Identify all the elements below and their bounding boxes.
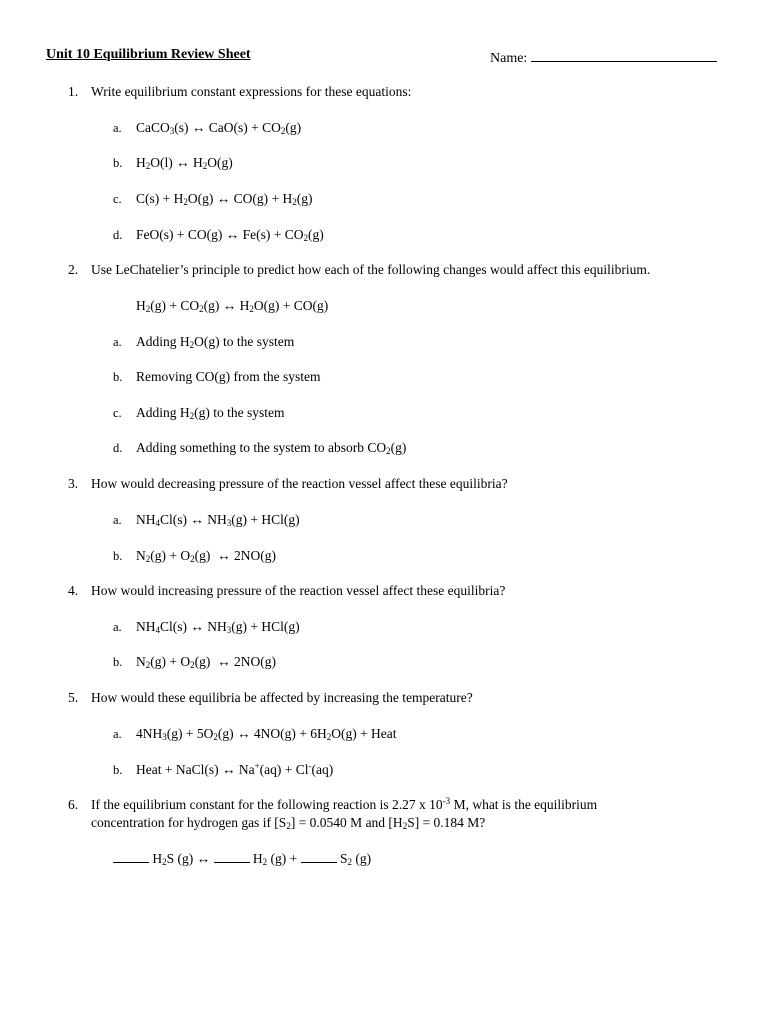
q5-b-letter: b. <box>113 763 123 777</box>
q2-a-letter: a. <box>113 335 122 349</box>
q2-c-text: Adding $H_2(g)$ to the system <box>136 405 285 421</box>
question-1-text: Write equilibrium constant expressions for these equations: <box>91 84 412 99</box>
q4-b-letter: b. <box>113 655 123 669</box>
coefficient-blank-s2 <box>301 850 337 863</box>
q2-d-text: Adding something to the system to absorb $CO_2(g)$ <box>136 440 407 456</box>
question-6-text-line-1: If the equilibrium constant for the following reaction is 2.27 x $10^{-3}$ M, what is the equilibrium <box>91 796 598 812</box>
name-blank-line <box>531 47 717 62</box>
name-field <box>490 47 717 67</box>
worksheet-header <box>46 47 722 67</box>
q3-a-letter: a. <box>113 513 122 527</box>
question-6-text-line-2: concentration for hydrogen gas if $[S_2] = 0.0540$ M and $[H_2S] = 0.184$ M? <box>91 815 486 831</box>
q2-b-letter: b. <box>113 370 123 384</box>
q6-balance-equation: $H_2S$ (g) ↔ $H_2$ $(g) + S_2$ (g) <box>113 850 371 868</box>
coefficient-blank-h2 <box>214 850 250 863</box>
q5-a-letter: a. <box>113 727 122 741</box>
q3-a-equation: $NH_4Cl(s)$ ↔ $NH_3(g) + HCl(g)$ <box>136 512 300 528</box>
question-1-number: 1. <box>68 84 79 99</box>
q2-b-text: Removing CO(g) from the system <box>136 369 321 384</box>
question-2-number: 2. <box>68 262 79 277</box>
question-2-text: Use LeChatelier’s principle to predict how each of the following changes would affect this equilibrium. <box>91 262 651 277</box>
question-5-text: How would these equilibria be affected by increasing the temperature? <box>91 690 473 705</box>
q1-a-equation: CaCO$_3$(s) ↔ $CaO(s) + CO_2(g)$ <box>136 120 302 136</box>
q1-b-letter: b. <box>113 156 123 170</box>
q1-d-letter: d. <box>113 228 123 242</box>
q1-c-equation: $C(s) + H_2O(g)$ ↔ $CO(g) + H_2(g)$ <box>136 191 313 207</box>
question-4-text: How would increasing pressure of the reaction vessel affect these equilibria? <box>91 583 506 598</box>
q4-b-equation: $N_2(g) + O_2(g)$ ↔ 2NO(g) <box>136 654 276 670</box>
q5-b-equation: Heat + NaCl(s) ↔ Na+(aq) + Cl-(aq) <box>136 761 334 777</box>
q1-b-equation: $H_2O(l)$ ↔ $H_2O(g)$ <box>136 155 233 171</box>
question-5-number: 5. <box>68 690 79 705</box>
question-4-number: 4. <box>68 583 79 598</box>
q2-c-letter: c. <box>113 406 122 420</box>
q1-d-equation: FeO(s) + CO(g) ↔ $Fe(s) + CO_2(g)$ <box>136 227 324 243</box>
name-label: Name: <box>490 51 528 66</box>
q5-a-equation: $4NH_3(g) + 5O_2(g)$ ↔ $4NO(g) + 6H_2O(g)$ + Heat <box>136 726 397 742</box>
q4-a-letter: a. <box>113 620 122 634</box>
page-title: Unit 10 Equilibrium Review Sheet <box>46 47 251 62</box>
question-3-text: How would decreasing pressure of the reaction vessel affect these equilibria? <box>91 476 508 491</box>
q2-d-letter: d. <box>113 441 123 455</box>
coefficient-blank-h2s <box>113 850 149 863</box>
q2-a-text: Adding $H_2O(g)$ to the system <box>136 334 295 350</box>
q1-a-letter: a. <box>113 121 122 135</box>
question-6-number: 6. <box>68 797 79 812</box>
q2-equation: $H_2(g) + CO_2(g)$ ↔ $H_2O(g) + CO(g)$ <box>136 298 329 314</box>
question-3-number: 3. <box>68 476 79 491</box>
q4-a-equation: $NH_4Cl(s)$ ↔ $NH_3(g) + HCl(g)$ <box>136 619 300 635</box>
q3-b-equation: $N_2(g) + O_2(g)$ ↔ 2NO(g) <box>136 548 276 564</box>
q1-c-letter: c. <box>113 192 122 206</box>
q3-b-letter: b. <box>113 549 123 563</box>
